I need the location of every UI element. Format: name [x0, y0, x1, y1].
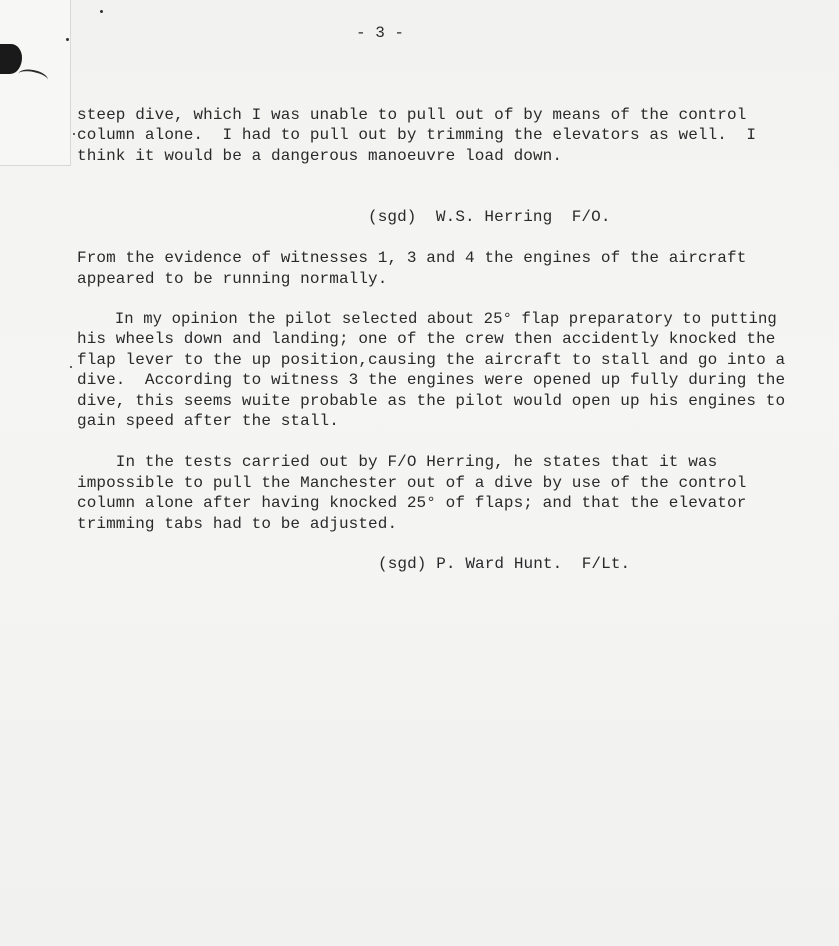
para4-line: In the tests carried out by F/O Herring, he states that it was [77, 453, 718, 471]
para1-line: column alone. I had to pull out by trimming the elevators as well. I [77, 126, 757, 144]
para3-line: his wheels down and landing; one of the crew then accidently knocked the [77, 330, 776, 348]
speck [100, 10, 103, 13]
page-number: - 3 - [355, 24, 404, 42]
para3-line: In my opinion the pilot selected about 25° flap preparatory to putting [77, 310, 777, 328]
para1-line: steep dive, which I was unable to pull out of by means of the control [77, 106, 747, 124]
para3-line: dive. According to witness 3 the engines were opened up fully during the [77, 371, 786, 389]
para2-line: From the evidence of witnesses 1, 3 and 4 the engines of the aircraft [77, 249, 747, 267]
para3-line: flap lever to the up position,causing the aircraft to stall and go into a [77, 351, 786, 369]
para4-line: trimming tabs had to be adjusted. [77, 515, 398, 533]
para4-line: column alone after having knocked 25° of flaps; and that the elevator [77, 494, 747, 512]
signature-herring: (sgd) W.S. Herring F/O. [368, 208, 611, 226]
speck [70, 366, 72, 368]
speck [73, 133, 75, 135]
para4-line: impossible to pull the Manchester out of a dive by use of the control [77, 474, 747, 492]
signature-ward-hunt: (sgd) P. Ward Hunt. F/Lt. [378, 555, 631, 573]
para1-line: think it would be a dangerous manoeuvre load down. [77, 147, 563, 165]
para3-line: gain speed after the stall. [77, 412, 339, 430]
para3-line: dive, this seems wuite probable as the pilot would open up his engines to [77, 392, 786, 410]
para2-line: appeared to be running normally. [77, 270, 388, 288]
